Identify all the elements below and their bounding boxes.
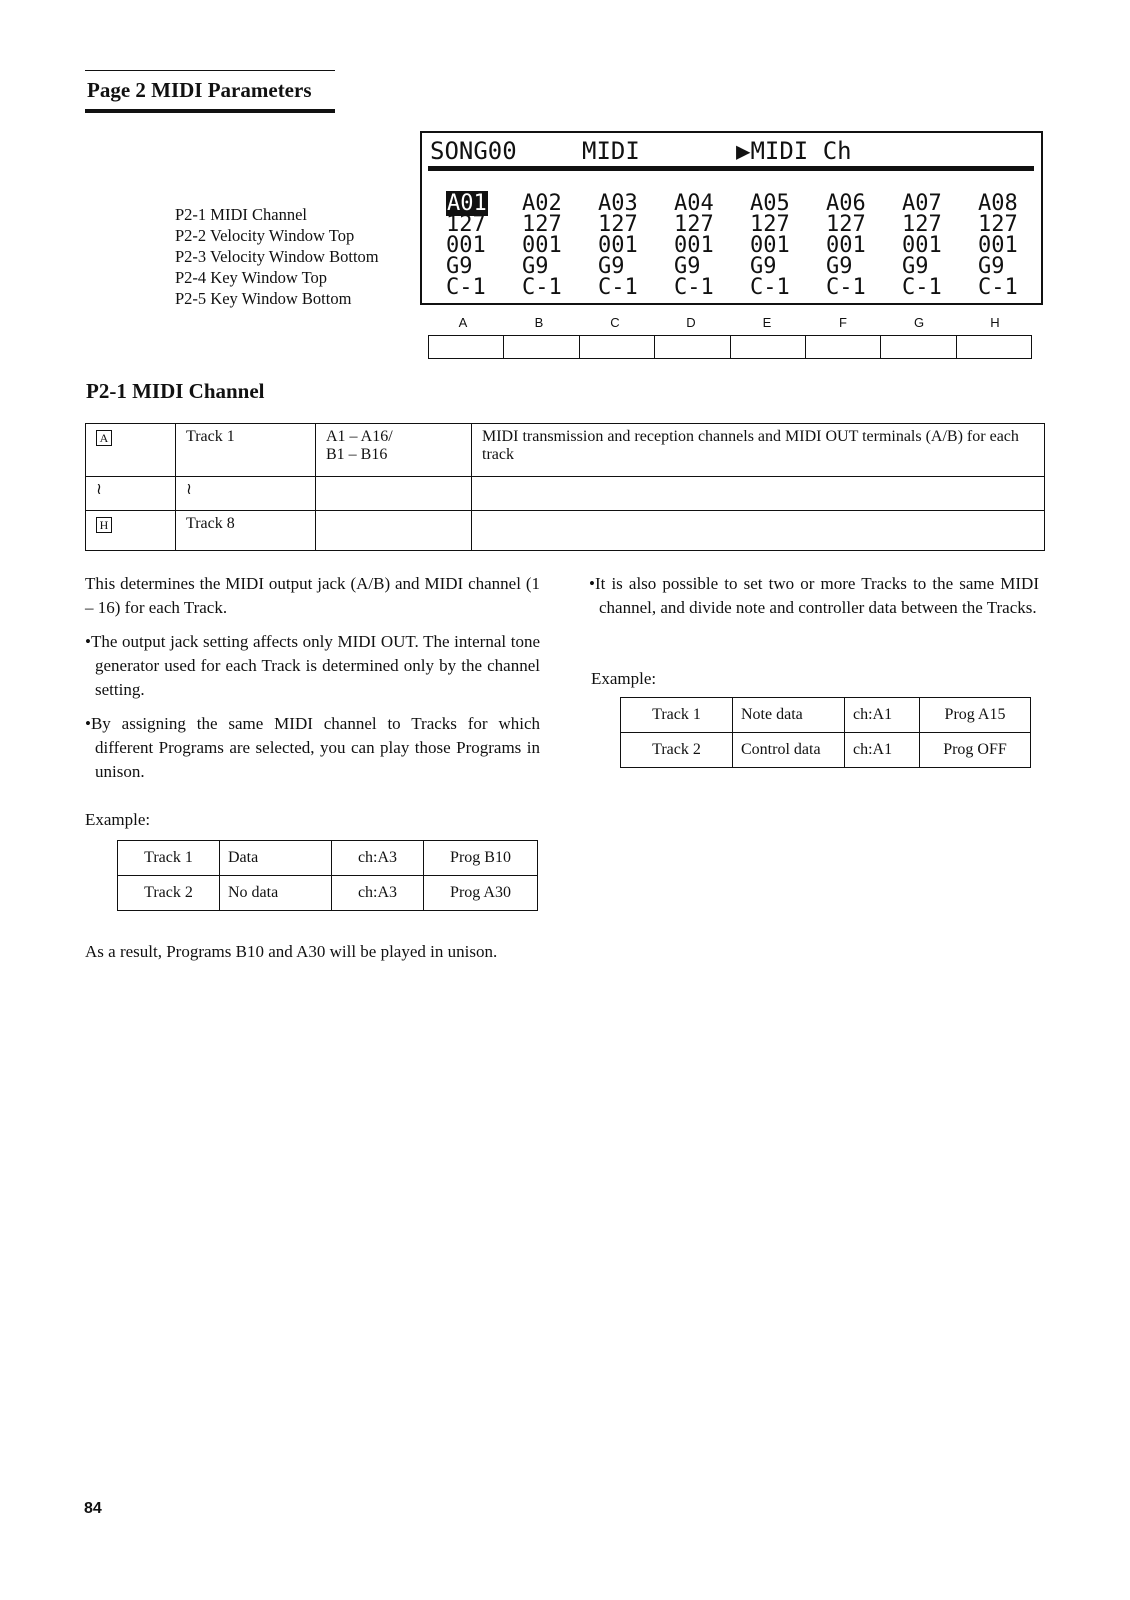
table-cell: ch:A1 <box>845 733 920 768</box>
lcd-key-bottom: C-1 <box>978 275 1018 300</box>
table-cell: Control data <box>733 733 845 768</box>
table-cell: Prog B10 <box>424 841 538 876</box>
lcd-vel-bottom: 001 <box>598 233 638 258</box>
example-label: Example: <box>591 669 657 688</box>
param-item: P2-3 Velocity Window Bottom <box>175 247 379 266</box>
lcd-channel: A02 <box>522 191 562 216</box>
lcd-vel-bottom: 001 <box>750 233 790 258</box>
table-cell: Track 1 <box>621 698 733 733</box>
table-cell: Note data <box>733 698 845 733</box>
table-cell: Track 1 <box>118 841 220 876</box>
table-cell-description: MIDI transmission and reception channels and MIDI OUT terminals (A/B) for each track <box>472 424 1045 477</box>
lcd-channel: A04 <box>674 191 714 216</box>
lcd-key-top: G9 <box>674 254 701 279</box>
lcd-page: ▶MIDI Ch <box>736 137 852 165</box>
key-h-icon: H <box>96 517 112 533</box>
table-cell-range <box>316 477 472 511</box>
lcd-key-top: G9 <box>522 254 549 279</box>
track-letter-row <box>425 315 1033 333</box>
lcd-vel-bottom: 001 <box>902 233 942 258</box>
track-button-strip <box>428 335 1032 359</box>
result-text: As a result, Programs B10 and A30 will be played in unison. <box>85 942 498 961</box>
key-a-icon: A <box>96 430 112 446</box>
track-button-e <box>731 336 806 358</box>
table-cell-description <box>472 477 1045 511</box>
table-cell: ch:A3 <box>332 876 424 911</box>
lcd-key-bottom: C-1 <box>750 275 790 300</box>
lcd-key-bottom: C-1 <box>902 275 942 300</box>
table-cell-range <box>316 424 472 477</box>
lcd-vel-bottom: 001 <box>446 233 486 258</box>
lcd-key-top: G9 <box>902 254 929 279</box>
page-title: Page 2 MIDI Parameters <box>87 78 312 102</box>
lcd-song: SONG00 <box>430 137 517 165</box>
range-line: A1 – A16/ <box>326 428 393 445</box>
lcd-vel-top: 127 <box>446 212 486 237</box>
table-cell: Track 2 <box>118 876 220 911</box>
lcd-channel: A08 <box>978 191 1018 216</box>
table-row <box>86 477 1045 511</box>
lcd-key-bottom: C-1 <box>826 275 866 300</box>
header-rule-top <box>85 70 335 71</box>
parameter-list <box>175 204 379 309</box>
lcd-key-bottom: C-1 <box>598 275 638 300</box>
lcd-vel-bottom: 001 <box>522 233 562 258</box>
table-cell-range <box>316 511 472 551</box>
table-cell: Prog OFF <box>920 733 1031 768</box>
table-cell-key <box>86 511 176 551</box>
param-item: P2-4 Key Window Top <box>175 268 328 287</box>
lcd-key-bottom: C-1 <box>446 275 486 300</box>
track-button-g <box>881 336 956 358</box>
lcd-key-bottom: C-1 <box>522 275 562 300</box>
example-table-right <box>620 697 1031 768</box>
lcd-display <box>420 131 1043 305</box>
lcd-vel-bottom: 001 <box>978 233 1018 258</box>
lcd-vel-top: 127 <box>598 212 638 237</box>
lcd-vel-top: 127 <box>978 212 1018 237</box>
table-row <box>621 733 1031 768</box>
lcd-mode: MIDI <box>582 137 640 165</box>
track-letter: H <box>990 315 1000 330</box>
channel-table <box>85 423 1045 551</box>
header-rule-bottom <box>85 109 335 113</box>
lcd-vel-top: 127 <box>826 212 866 237</box>
section-title: P2-1 MIDI Channel <box>86 379 265 403</box>
bullet-item: •By assigning the same MIDI channel to Tracks for which different Programs are selected, you can play those Programs in unison. <box>85 714 540 781</box>
lcd-column <box>826 193 896 298</box>
lcd-column <box>978 193 1048 298</box>
lcd-column <box>522 193 592 298</box>
track-button-a <box>429 336 504 358</box>
table-row <box>621 698 1031 733</box>
right-column <box>589 572 1039 630</box>
track-button-h <box>957 336 1031 358</box>
lcd-cursor: A01 <box>447 191 487 216</box>
lcd-key-top: G9 <box>598 254 625 279</box>
table-cell: Track 2 <box>621 733 733 768</box>
track-letter: F <box>839 315 847 330</box>
table-cell-key: ≀ <box>86 477 176 511</box>
track-letter: B <box>534 315 544 330</box>
left-column <box>85 572 540 794</box>
range-line: B1 – B16 <box>326 446 388 463</box>
bullet-item: •It is also possible to set two or more Tracks to the same MIDI channel, and divide note and controller data between the Tracks. <box>589 574 1039 617</box>
track-letter: E <box>762 315 772 330</box>
track-letter: D <box>686 315 696 330</box>
table-cell-track: Track 1 <box>176 424 316 477</box>
track-letter: C <box>610 315 620 330</box>
example-label: Example: <box>85 810 151 829</box>
lcd-vel-top: 127 <box>750 212 790 237</box>
lcd-channel: A05 <box>750 191 790 216</box>
lcd-column <box>598 193 668 298</box>
lcd-key-top: G9 <box>446 254 473 279</box>
table-cell-track: Track 8 <box>176 511 316 551</box>
lcd-key-top: G9 <box>826 254 853 279</box>
lcd-column <box>902 193 972 298</box>
table-cell: ch:A1 <box>845 698 920 733</box>
table-row <box>118 876 538 911</box>
lcd-grid <box>446 193 1042 303</box>
table-cell: ch:A3 <box>332 841 424 876</box>
bullet-item: •The output jack setting affects only MIDI OUT. The internal tone generator used for each Track is determined only by the channel setting. <box>85 632 540 699</box>
lcd-key-bottom: C-1 <box>674 275 714 300</box>
table-row <box>118 841 538 876</box>
track-letter: A <box>458 315 468 330</box>
lcd-column <box>674 193 744 298</box>
lcd-vel-top: 127 <box>522 212 562 237</box>
param-item: P2-5 Key Window Bottom <box>175 289 352 308</box>
page-number: 84 <box>84 1500 102 1517</box>
table-cell: No data <box>220 876 332 911</box>
param-item: P2-2 Velocity Window Top <box>175 226 355 245</box>
param-item: P2-1 MIDI Channel <box>175 205 307 224</box>
lcd-divider <box>428 166 1034 171</box>
track-button-c <box>580 336 655 358</box>
lcd-channel: A03 <box>598 191 638 216</box>
lcd-channel-cell <box>446 193 516 214</box>
example-table-left <box>117 840 538 911</box>
track-letter: G <box>913 315 925 330</box>
lcd-vel-bottom: 001 <box>674 233 714 258</box>
lcd-column <box>446 193 516 298</box>
lcd-vel-bottom: 001 <box>826 233 866 258</box>
table-row <box>86 511 1045 551</box>
table-row <box>86 424 1045 477</box>
track-button-f <box>806 336 881 358</box>
intro-paragraph: This determines the MIDI output jack (A/B) and MIDI channel (1 – 16) for each Track. <box>85 574 540 617</box>
track-button-b <box>504 336 579 358</box>
lcd-channel: A07 <box>902 191 942 216</box>
table-cell: Prog A15 <box>920 698 1031 733</box>
table-cell: Prog A30 <box>424 876 538 911</box>
lcd-vel-top: 127 <box>674 212 714 237</box>
lcd-column <box>750 193 820 298</box>
table-cell-description <box>472 511 1045 551</box>
table-cell-key <box>86 424 176 477</box>
lcd-key-top: G9 <box>750 254 777 279</box>
lcd-header <box>430 137 1030 165</box>
lcd-key-top: G9 <box>978 254 1005 279</box>
lcd-vel-top: 127 <box>902 212 942 237</box>
lcd-channel: A06 <box>826 191 866 216</box>
table-cell-track: ≀ <box>176 477 316 511</box>
table-cell: Data <box>220 841 332 876</box>
track-button-d <box>655 336 730 358</box>
